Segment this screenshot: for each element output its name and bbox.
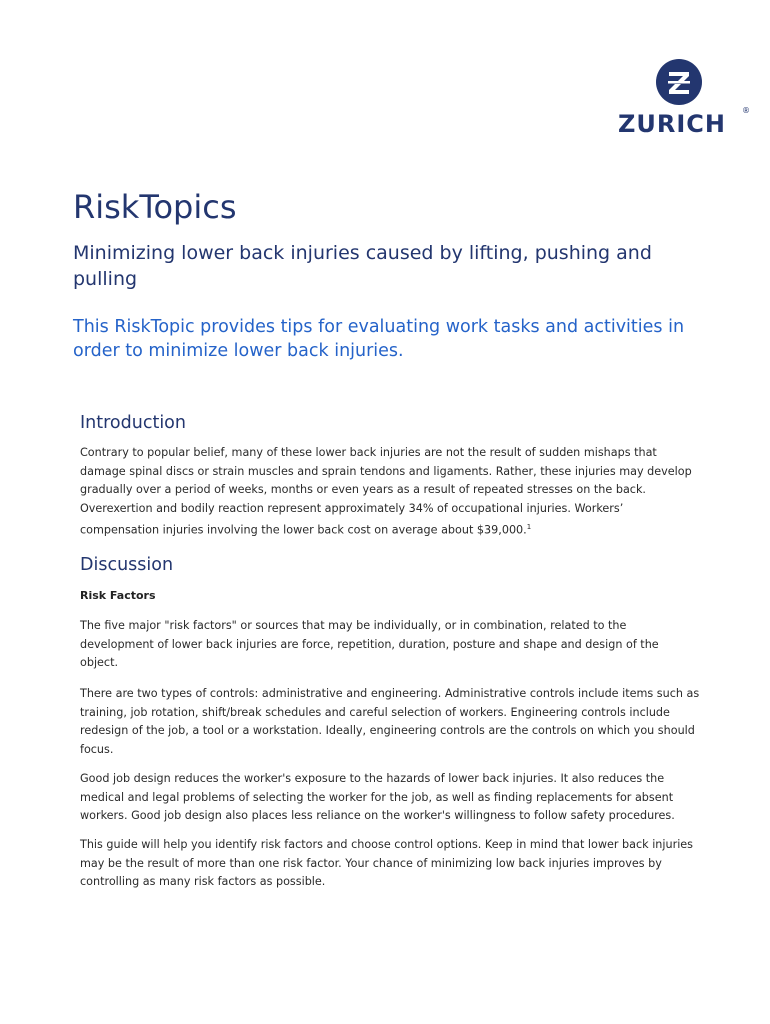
discussion-paragraph: Good job design reduces the worker's exposure to the hazards of lower back injuries. It also reduces the medical and legal problems of selecting the worker for the job, as well as finding replacements for absent workers. Good job design also places less reliance on the worker's willingness to follow safety procedures. — [80, 772, 675, 822]
lead-paragraph: This RiskTopic provides tips for evaluating work tasks and activities in order to minimize lower back injuries. — [73, 317, 685, 361]
introduction-text: Contrary to popular belief, many of these lower back injuries are not the result of sudden mishaps that damage spinal discs or strain muscles and sprain tendons and ligaments. Rather, these injuries may develop gradually over a period of weeks, months or even years as a result of repeated stresses on the back. Overexertion and bodily reaction represent approximately 34% of occupational injuries. Workers’ compensation injuries involving the lower back cost on average about $39,000. — [80, 446, 692, 537]
risk-factors-heading: Risk Factors — [80, 589, 156, 602]
zurich-logo-mark-icon — [655, 58, 703, 106]
discussion-paragraph: This guide will help you identify risk factors and choose control options. Keep in mind that lower back injuries may be the result of more than one risk factor. Your chance of minimizing low back injuries improves by controlling as many risk factors as possible. — [80, 838, 694, 888]
discussion-paragraph: The five major "risk factors" or sources that may be individually, or in combination, related to the development of lower back injuries are force, repetition, duration, posture and shape and design of the object. — [80, 619, 659, 669]
footnote-marker: 1 — [526, 523, 532, 531]
zurich-logo — [618, 58, 748, 138]
discussion-heading: Discussion — [80, 555, 174, 575]
page-subtitle: Minimizing lower back injuries caused by lifting, pushing and pulling — [73, 242, 652, 290]
introduction-heading: Introduction — [80, 413, 186, 433]
page-title: RiskTopics — [73, 188, 237, 226]
introduction-paragraph — [80, 444, 700, 540]
discussion-paragraph: There are two types of controls: administrative and engineering. Administrative controls include items such as training, job rotation, shift/break schedules and careful selection of workers. Engineering controls include redesign of the job, a tool or a workstation. Ideally, engineering controls are the controls on which you should focus. — [80, 687, 700, 756]
registered-mark: ® — [742, 106, 750, 115]
zurich-wordmark: ZURICH — [618, 110, 726, 138]
